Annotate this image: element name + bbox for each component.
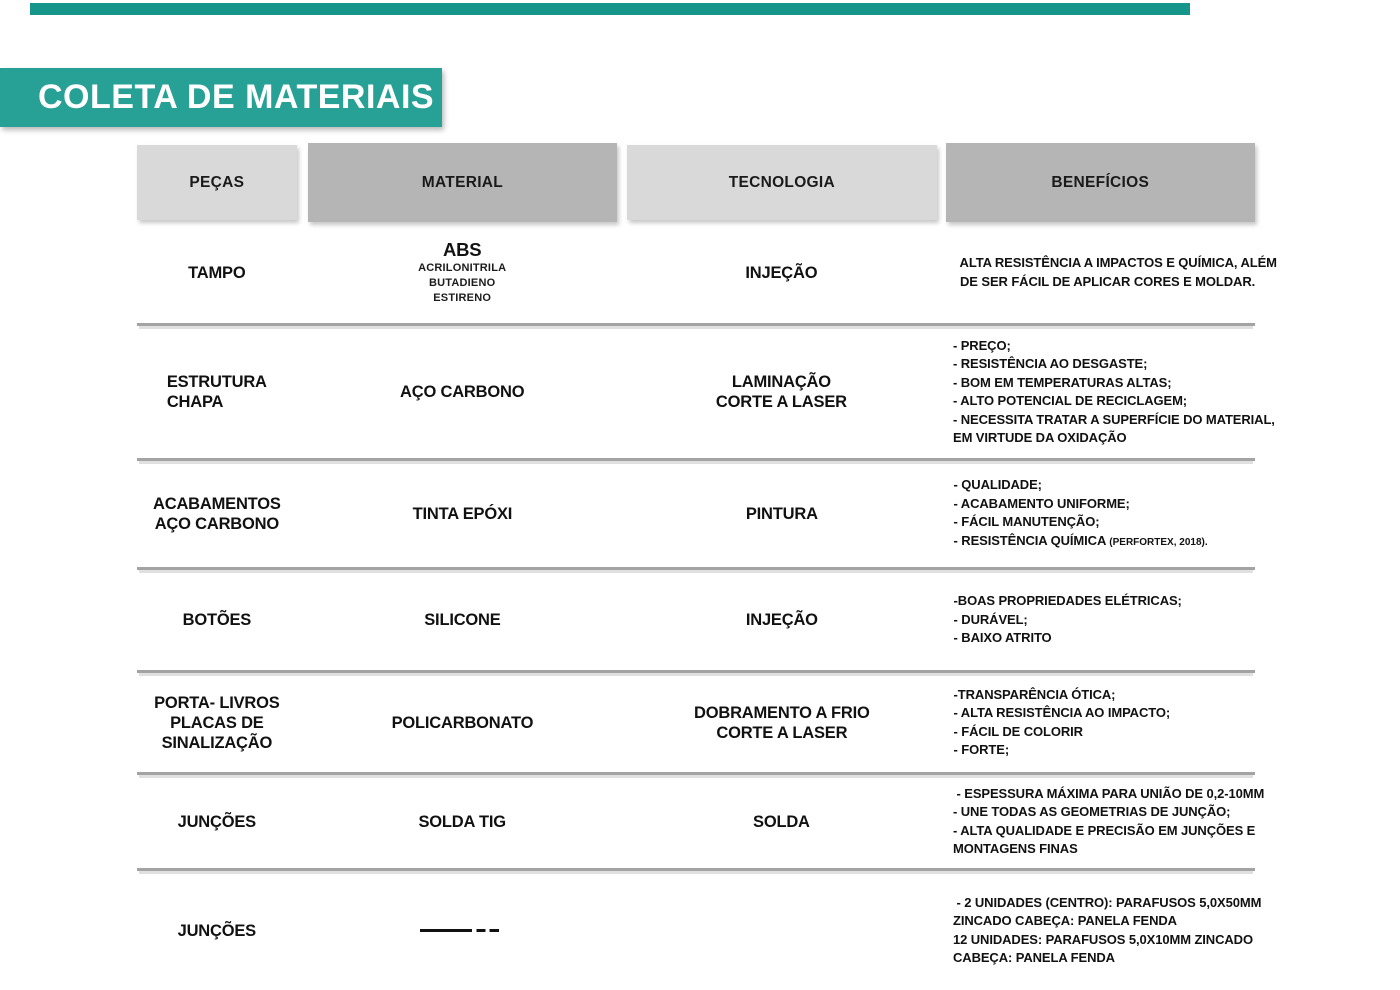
material-dash-line [420, 929, 504, 932]
cell-material [308, 871, 617, 990]
cell-tecnologia [627, 673, 936, 772]
tecnologia-line: CORTE A LASER [716, 723, 848, 742]
cell-pecas [137, 570, 297, 670]
tecnologia-line: SOLDA [753, 812, 810, 831]
material-lines [418, 812, 505, 832]
cell-tecnologia [627, 326, 936, 458]
benefit-line: -TRANSPARÊNCIA ÓTICA; [953, 686, 1116, 702]
page-title: COLETA DE MATERIAIS [38, 78, 435, 116]
beneficios-lines [953, 254, 1277, 291]
tecnologia-lines [694, 703, 870, 743]
cell-tecnologia [627, 570, 936, 670]
pecas-line: AÇO CARBONO [154, 515, 279, 533]
table-row [137, 222, 1277, 326]
beneficios-lines [953, 785, 1264, 859]
table-row [137, 461, 1255, 570]
pecas-lines [183, 610, 251, 630]
pecas-lines [178, 921, 256, 941]
cell-tecnologia [627, 222, 936, 323]
benefit-line: -BOAS PROPRIEDADES ELÉTRICAS; [953, 593, 1182, 609]
cell-tecnologia [627, 871, 936, 990]
benefit-line: - BOM EM TEMPERATURAS ALTAS; [953, 374, 1172, 390]
cell-material [308, 570, 617, 670]
benefit-line: ALTA RESISTÊNCIA A IMPACTOS E QUÍMICA, ALÉM [953, 255, 1277, 270]
table-row [137, 570, 1255, 673]
table-row [137, 673, 1255, 775]
material-sub-line: ESTIRENO [433, 292, 492, 304]
pecas-lines [188, 263, 245, 283]
material-main: AÇO CARBONO [400, 383, 525, 401]
material-sub-line: ACRILONITRILA [418, 262, 507, 274]
pecas-line: PLACAS DE [170, 713, 264, 732]
benefit-line: ZINCADO CABEÇA: PANELA FENDA [953, 913, 1177, 928]
benefit-line: - DURÁVEL; [953, 611, 1028, 627]
benefit-line: - FORTE; [953, 742, 1010, 757]
pecas-line: PORTA- LIVROS [154, 693, 280, 712]
cell-beneficios [946, 570, 1255, 670]
cell-beneficios [946, 673, 1255, 772]
pecas-line: ESTRUTURA [166, 373, 267, 391]
table-row [137, 326, 1275, 461]
cell-material [308, 673, 617, 772]
benefit-line: MONTAGENS FINAS [953, 841, 1078, 856]
cell-pecas [137, 673, 297, 772]
pecas-line: JUNÇÕES [177, 812, 256, 831]
cell-pecas [137, 461, 297, 567]
title-banner [0, 68, 442, 127]
benefit-line: DE SER FÁCIL DE APLICAR CORES E MOLDAR. [953, 273, 1256, 289]
material-sub-line: BUTADIENO [429, 277, 496, 289]
benefit-line: - ALTA QUALIDADE E PRECISÃO EM JUNÇÕES E [953, 822, 1256, 838]
cell-beneficios [946, 461, 1255, 567]
benefit-line: - ALTO POTENCIAL DE RECICLAGEM; [953, 393, 1188, 408]
cell-beneficios [945, 871, 1262, 990]
tecnologia-line: INJEÇÃO [745, 263, 818, 282]
material-main: POLICARBONATO [391, 713, 534, 732]
table-row [137, 871, 1262, 990]
pecas-line: JUNÇÕES [177, 921, 256, 940]
beneficios-lines [954, 686, 1171, 760]
pecas-lines [153, 494, 281, 534]
tecnologia-line: DOBRAMENTO A FRIO [694, 703, 870, 722]
cell-beneficios [945, 222, 1277, 323]
column-header-beneficios: BENEFÍCIOS [946, 143, 1255, 222]
top-accent-bar [30, 3, 1190, 15]
column-header-tecnologia: TECNOLOGIA [627, 145, 936, 220]
material-lines [392, 713, 534, 733]
tecnologia-lines [753, 812, 810, 832]
pecas-lines [154, 693, 279, 753]
benefit-line: - 2 UNIDADES (CENTRO): PARAFUSOS 5,0X50MM [953, 894, 1262, 910]
tecnologia-lines [746, 504, 818, 524]
cell-tecnologia [627, 775, 936, 868]
benefit-line: - NECESSITA TRATAR A SUPERFÍCIE DO MATERIAL, [953, 411, 1275, 427]
benefit-line: 12 UNIDADES: PARAFUSOS 5,0X10MM ZINCADO [953, 931, 1253, 947]
cell-beneficios [945, 775, 1265, 868]
cell-pecas [137, 222, 297, 323]
cell-material [308, 326, 617, 458]
material-lines [400, 382, 524, 402]
column-header-material: MATERIAL [308, 143, 617, 222]
cell-pecas [137, 871, 297, 990]
tecnologia-lines [716, 372, 847, 412]
cell-material [308, 775, 617, 868]
materials-table [137, 143, 1277, 990]
cell-pecas [137, 326, 297, 458]
benefit-line: - ALTA RESISTÊNCIA AO IMPACTO; [953, 705, 1171, 720]
benefit-line: CABEÇA: PANELA FENDA [953, 950, 1115, 965]
tecnologia-line: CORTE A LASER [715, 393, 847, 411]
benefit-line: - ACABAMENTO UNIFORME; [953, 495, 1130, 511]
benefit-line: - ESPESSURA MÁXIMA PARA UNIÃO DE 0,2-10MM [953, 785, 1265, 801]
beneficios-lines [954, 592, 1182, 648]
benefit-line: - UNE TODAS AS GEOMETRIAS DE JUNÇÃO; [953, 804, 1231, 819]
material-main: TINTA EPÓXI [412, 505, 513, 523]
table-row [137, 775, 1265, 871]
table-rows [137, 222, 1277, 990]
cell-material [308, 222, 617, 323]
pecas-line: BOTÕES [182, 611, 252, 629]
tecnologia-line: LAMINAÇÃO [731, 373, 831, 391]
benefit-line: EM VIRTUDE DA OXIDAÇÃO [953, 430, 1127, 445]
cell-pecas [137, 775, 297, 868]
beneficios-lines [953, 894, 1261, 968]
pecas-line: TAMPO [188, 263, 246, 282]
pecas-lines [167, 372, 267, 412]
pecas-line: CHAPA [166, 393, 224, 411]
cell-tecnologia [627, 461, 936, 567]
material-main: ABS [442, 239, 482, 260]
material-lines [424, 610, 500, 630]
benefit-line: - QUALIDADE; [953, 477, 1042, 492]
tecnologia-lines [746, 610, 818, 630]
benefit-line: - BAIXO ATRITO [953, 630, 1052, 646]
benefit-line: - FÁCIL DE COLORIR [953, 723, 1083, 739]
pecas-lines [178, 812, 256, 832]
cell-material [308, 461, 617, 567]
material-main: SILICONE [424, 611, 501, 629]
beneficios-lines [953, 337, 1275, 448]
tecnologia-line: INJEÇÃO [745, 611, 818, 629]
material-main: SOLDA TIG [418, 812, 506, 831]
benefit-line: - RESISTÊNCIA AO DESGASTE; [953, 356, 1148, 371]
pecas-line: SINALIZAÇÃO [161, 733, 273, 752]
cell-beneficios [945, 326, 1275, 458]
table-header-row [137, 143, 1255, 222]
benefit-citation: (PERFORTEX, 2018). [1109, 536, 1208, 548]
benefit-line: - PREÇO; [953, 337, 1011, 353]
column-header-pecas: PEÇAS [137, 145, 297, 220]
tecnologia-line: PINTURA [745, 505, 818, 523]
material-lines [413, 504, 513, 524]
beneficios-lines [954, 476, 1208, 552]
benefit-line: - RESISTÊNCIA QUÍMICA (PERFORTEX, 2018). [953, 532, 1208, 548]
material-lines [418, 239, 506, 306]
benefit-line: - FÁCIL MANUTENÇÃO; [953, 514, 1100, 529]
tecnologia-lines [745, 263, 817, 283]
pecas-line: ACABAMENTOS [153, 495, 281, 513]
